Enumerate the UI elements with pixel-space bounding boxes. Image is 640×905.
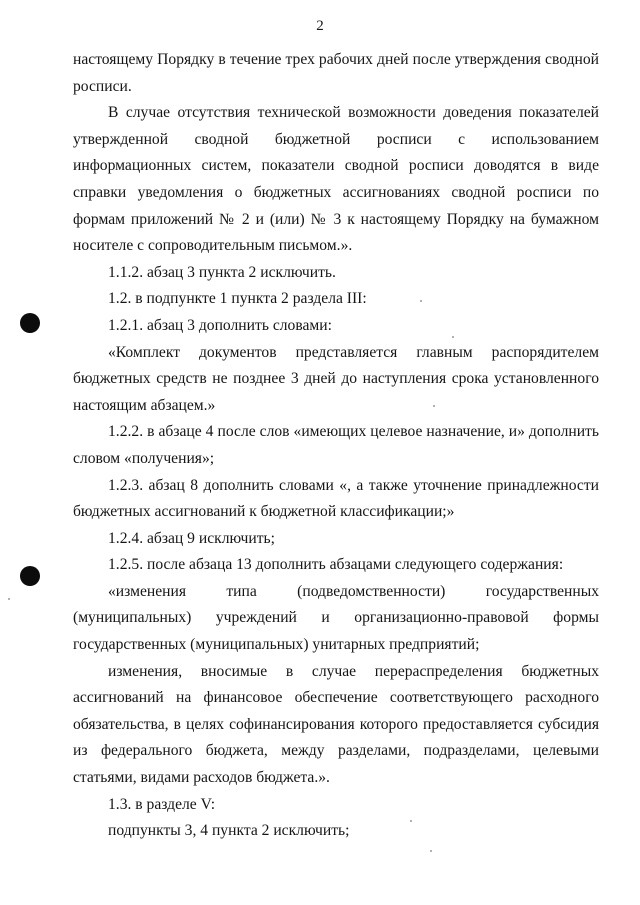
scan-speck — [430, 850, 432, 852]
paragraph: В случае отсутствия технической возможности доведения показателей утвержденной сводной бюджетной росписи с использованием информационных систем, показатели сводной росписи доводятся в виде справки уведомления о бюджетных ассигнованиях сводной росписи по формам приложений № 2 и (или) № 3 к настоящему Порядку на бумажном носителе с сопроводительным письмом.». — [73, 104, 599, 255]
paragraph: 1.3. в разделе V: — [108, 795, 216, 813]
binder-hole-mark — [20, 566, 40, 586]
page-number: 2 — [316, 18, 324, 34]
paragraph: «Комплект документов представляется главным распорядителем бюджетных средств не позднее 3 дней до наступления срока установленного настоящим абзацем.» — [73, 343, 599, 414]
paragraph: 1.2.2. в абзаце 4 после слов «имеющих целевое назначение, и» дополнить словом «получения»; — [73, 423, 599, 467]
scan-speck — [8, 598, 10, 600]
paragraph: 1.1.2. абзац 3 пункта 2 исключить. — [108, 263, 336, 281]
paragraph: «изменения типа (подведомственности) государственных (муниципальных) учреждений и организационно-правовой формы государственных (муниципальных) унитарных предприятий; — [73, 582, 599, 654]
paragraph: подпункты 3, 4 пункта 2 исключить; — [108, 822, 350, 840]
paragraph: 1.2. в подпункте 1 пункта 2 раздела III: — [108, 290, 367, 308]
paragraph: 1.2.5. после абзаца 13 дополнить абзацами следующего содержания: — [108, 556, 564, 574]
paragraph: изменения, вносимые в случае перераспределения бюджетных ассигнований на финансовое обеспечение соответствующего расходного обязательства, в целях софинансирования которого предоставляется субсидия из федерального бюджета, между разделами, подразделами, целевыми статьями, видами расходов бюджета.». — [73, 662, 599, 787]
paragraph: 1.2.1. абзац 3 дополнить словами: — [108, 316, 332, 334]
paragraph: 1.2.3. абзац 8 дополнить словами «, а также уточнение принадлежности бюджетных ассигнований к бюджетной классификации;» — [73, 476, 599, 521]
paragraph: настоящему Порядку в течение трех рабочих дней после утверждения сводной росписи. — [73, 51, 599, 95]
document-body — [73, 47, 599, 845]
paragraph: 1.2.4. абзац 9 исключить; — [108, 529, 275, 547]
binder-hole-mark — [20, 313, 40, 333]
